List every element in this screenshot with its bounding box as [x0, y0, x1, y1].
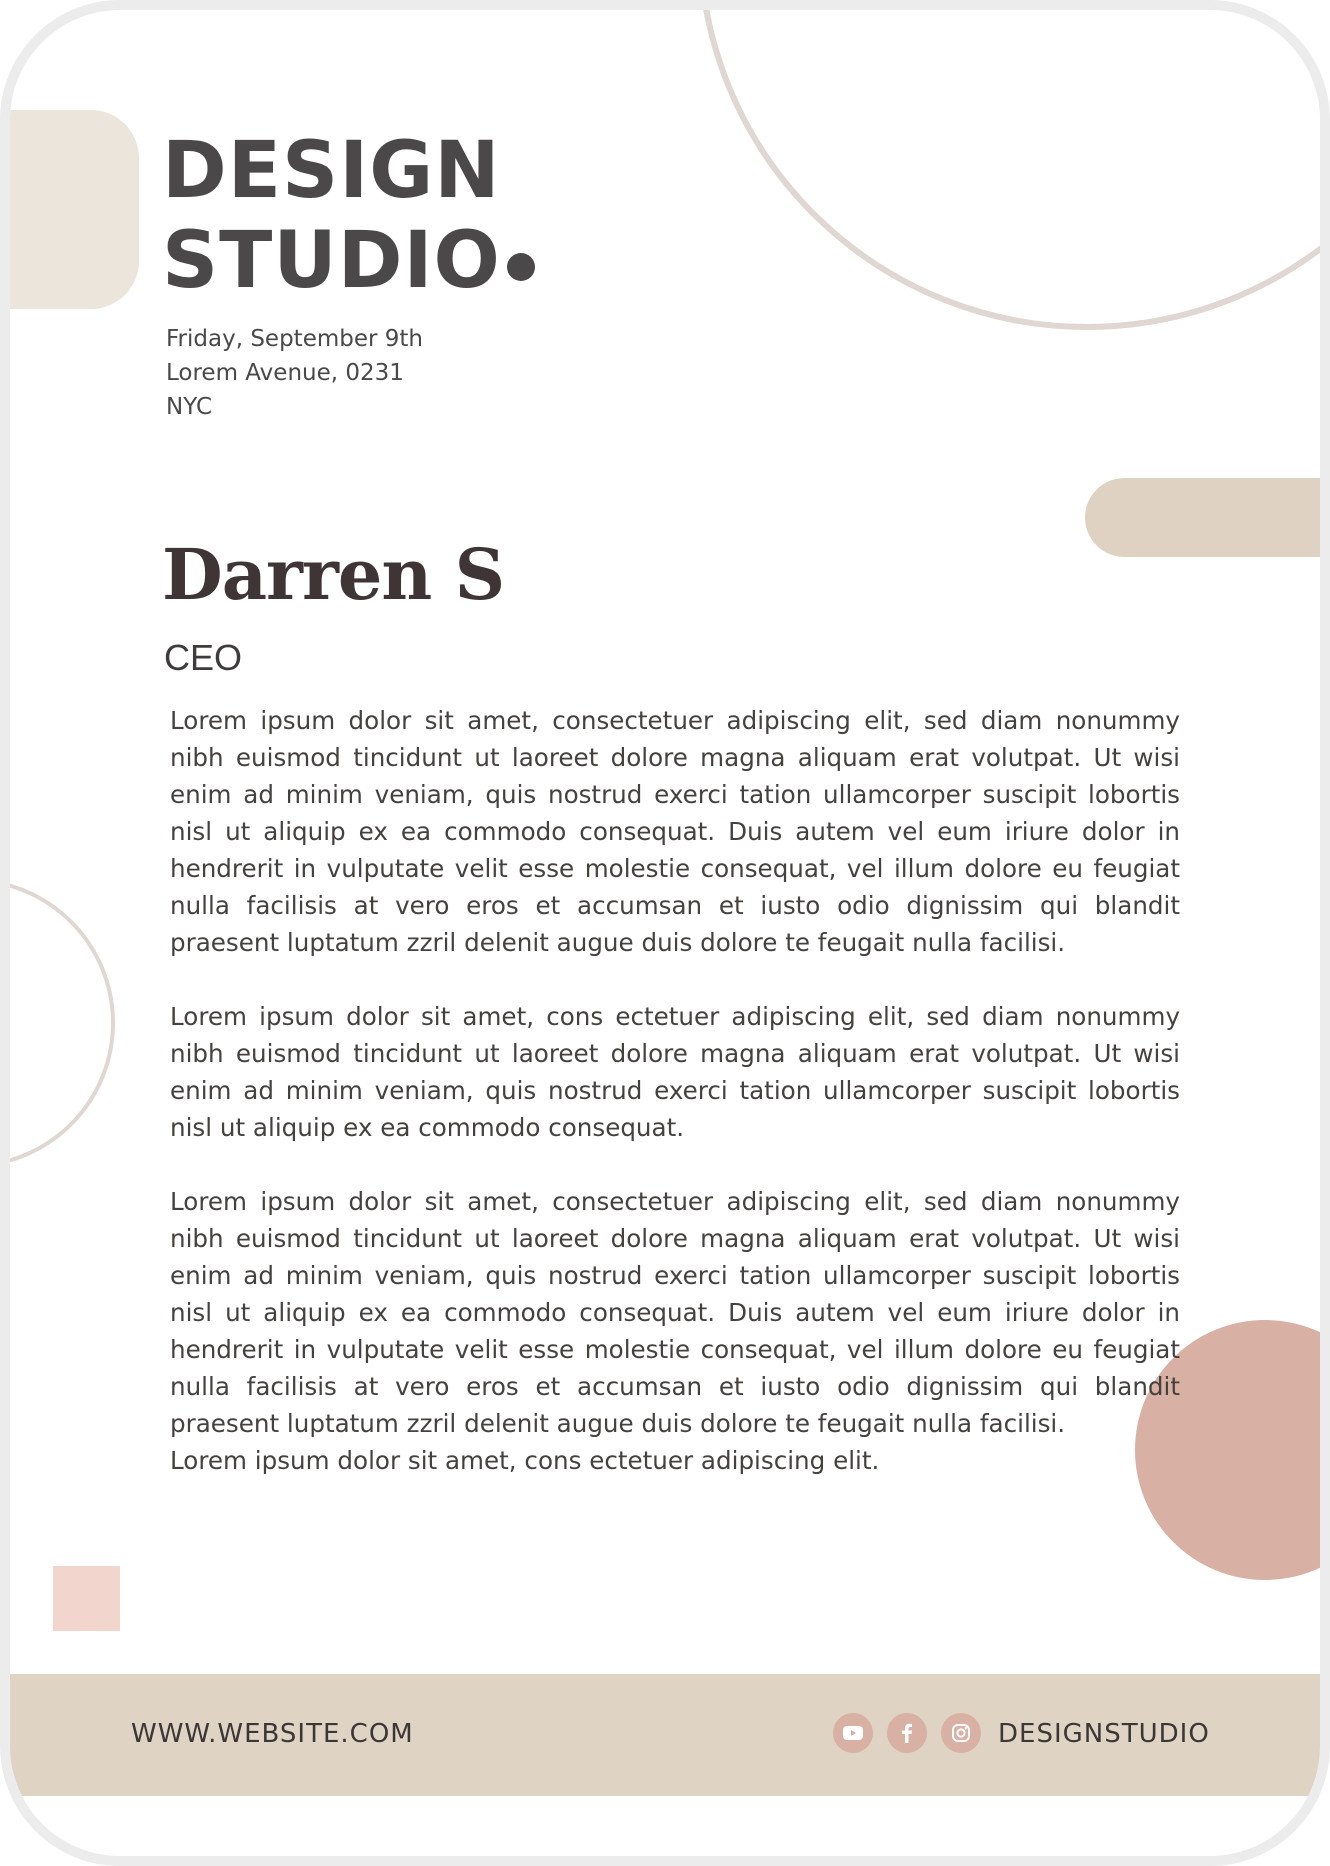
facebook-icon[interactable]	[887, 1713, 927, 1753]
youtube-icon[interactable]	[833, 1713, 873, 1753]
person-name: Darren S	[162, 533, 505, 616]
address-city: NYC	[166, 394, 213, 420]
person-role: CEO	[164, 637, 243, 678]
letter-body	[170, 702, 1180, 1479]
letter-paragraph-4: Lorem ipsum dolor sit amet, cons ectetuer adipiscing elit.	[170, 1446, 880, 1475]
decorative-left-ring	[0, 878, 115, 1168]
facebook-icon-glyph	[895, 1721, 919, 1745]
letter-paragraph-3: Lorem ipsum dolor sit amet, consectetuer adipiscing elit, sed diam nonummy nibh euismod tincidunt ut laoreet dolore magna aliquam erat volutpat. Ut wisi enim ad minim veniam, quis nostrud exerci tation ullamcorper suscipit lobortis nisl ut aliquip ex ea commodo consequat. Duis autem vel eum iriure dolor in hendrerit in vulputate velit esse molestie consequat, vel illum dolore eu feugiat nulla facilisis at vero eros et accumsan et iusto odio dignissim qui blandit praesent luptatum zzril delenit augue duis dolore te feugait nulla facilisi.	[170, 1187, 1180, 1438]
brand-line-2-text: STUDIO	[162, 216, 501, 306]
decorative-blush-square	[53, 1566, 120, 1631]
letter-date: Friday, September 9th	[166, 326, 423, 352]
footer-website-link[interactable]: WWW.WEBSITE.COM	[131, 1719, 414, 1749]
instagram-icon[interactable]	[941, 1713, 981, 1753]
brand-line-1: DESIGN	[162, 126, 501, 216]
social-icons	[833, 1713, 981, 1755]
youtube-icon-glyph	[841, 1721, 865, 1745]
decorative-right-pill	[1085, 478, 1330, 557]
decorative-top-ring	[697, 0, 1330, 330]
sender-address	[166, 322, 423, 424]
brand-line-2	[162, 216, 535, 306]
footer-social-handle[interactable]: DESIGNSTUDIO	[998, 1719, 1210, 1749]
letter-paragraph-1: Lorem ipsum dolor sit amet, consectetuer adipiscing elit, sed diam nonummy nibh euismod tincidunt ut laoreet dolore magna aliquam erat volutpat. Ut wisi enim ad minim veniam, quis nostrud exerci tation ullamcorper suscipit lobortis nisl ut aliquip ex ea commodo consequat. Duis autem vel eum iriure dolor in hendrerit in vulputate velit esse molestie consequat, vel illum dolore eu feugiat nulla facilisis at vero eros et accumsan et iusto odio dignissim qui blandit praesent luptatum zzril delenit augue duis dolore te feugait nulla facilisi.	[170, 706, 1180, 957]
address-street: Lorem Avenue, 0231	[166, 360, 404, 386]
decorative-left-tab	[0, 110, 139, 309]
brand-logo	[162, 126, 535, 306]
instagram-icon-glyph	[949, 1721, 973, 1745]
brand-dot-icon	[507, 253, 535, 281]
letter-paragraph-2: Lorem ipsum dolor sit amet, cons ectetuer adipiscing elit, sed diam nonummy nibh euismod tincidunt ut laoreet dolore magna aliquam erat volutpat. Ut wisi enim ad minim veniam, quis nostrud exerci tation ullamcorper suscipit lobortis nisl ut aliquip ex ea commodo consequat.	[170, 1002, 1180, 1142]
